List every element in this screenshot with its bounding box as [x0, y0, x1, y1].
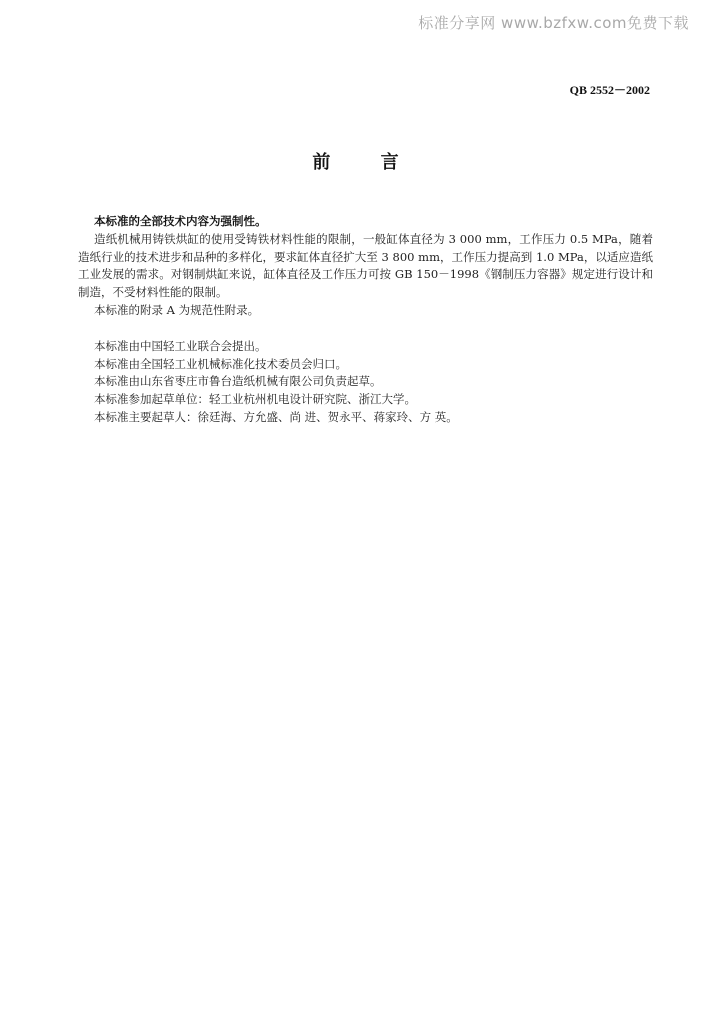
- standard-code: QB 2552－2002: [569, 83, 650, 97]
- foreword-body: [78, 213, 653, 427]
- paragraph-proposer: 本标准由中国轻工业联合会提出。: [94, 338, 267, 353]
- paragraph-gap: [78, 320, 653, 338]
- paragraph-background: 造纸机械用铸铁烘缸的使用受铸铁材料性能的限制，一般缸体直径为 3 000 mm，工作压力 0.5 MPa，随着造纸行业的技术进步和品种的多样化，要求缸体直径扩大至 3 800 mm，工作压力提高到 1.0 MPa，以适应造纸工业发展的需求。对钢制烘缸来说，缸体直径及工作压力可按 GB 150－1998《钢制压力容器》规定进行设计和制造，不受材料性能的限制。: [78, 231, 653, 300]
- paragraph-administrator: 本标准由全国轻工业机械标准化技术委员会归口。: [94, 356, 347, 371]
- watermark: 标准分享网 www.bzfxw.com免费下载: [418, 14, 689, 32]
- paragraph-participating-orgs: 本标准参加起草单位：轻工业杭州机电设计研究院、浙江大学。: [94, 392, 416, 407]
- paragraph-appendix: 本标准的附录 A 为规范性附录。: [94, 302, 260, 317]
- page-title: 前 言: [312, 152, 421, 173]
- mandatory-statement: 本标准的全部技术内容为强制性。: [94, 214, 267, 228]
- paragraph-drafting-org: 本标准由山东省枣庄市鲁台造纸机械有限公司负责起草。: [94, 374, 382, 389]
- paragraph-drafters: 本标准主要起草人：徐廷海、方允盛、尚 进、贺永平、蒋家玲、方 英。: [94, 409, 458, 424]
